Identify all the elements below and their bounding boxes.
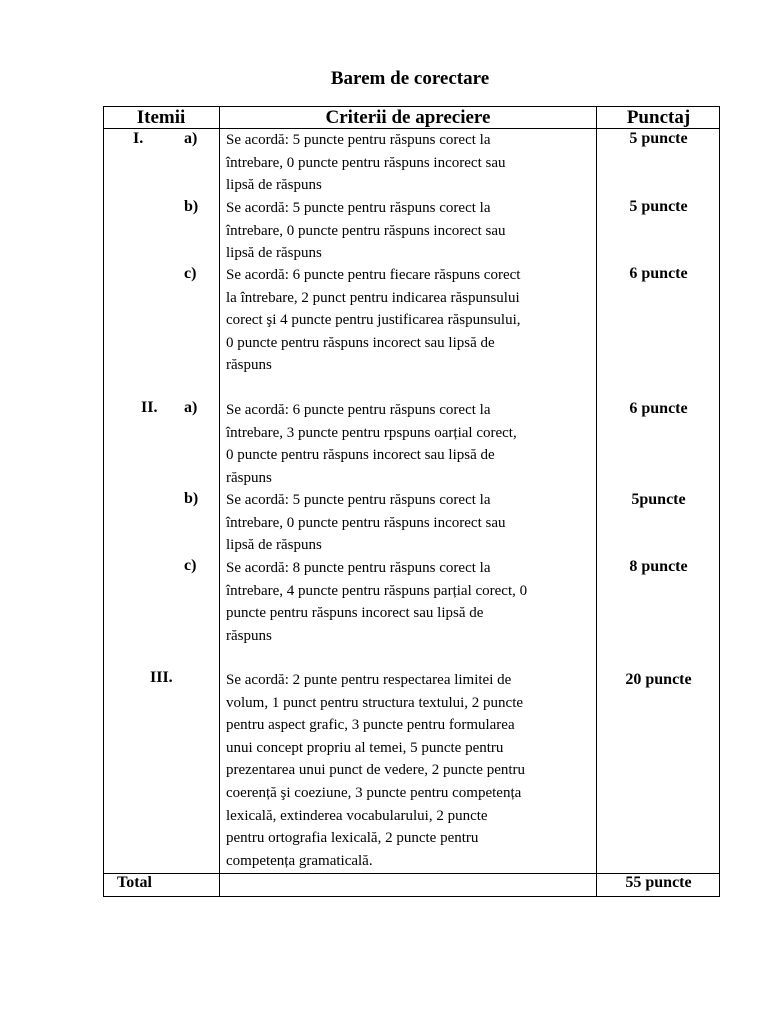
criteria-line: coerență şi coeziune, 3 puncte pentru competența (226, 784, 522, 801)
points-value: 20 puncte (625, 671, 692, 688)
criteria-text (226, 399, 594, 489)
sub-item-label: a) (184, 130, 198, 147)
criteria-line: răspuns (226, 627, 272, 644)
criteria-line: volum, 1 punct pentru structura textului, 2 puncte (226, 694, 524, 711)
document-title: Barem de corectare (330, 68, 490, 89)
criteria-line: întrebare, 0 puncte pentru răspuns incorect sau (226, 222, 506, 239)
criteria-line: unui concept propriu al temei, 5 puncte pentru (226, 739, 504, 756)
sub-item-label: b) (184, 490, 199, 507)
points-value: 5puncte (631, 491, 686, 508)
criteria-line: Se acordă: 5 puncte pentru răspuns corect la (226, 492, 491, 508)
total-points: 55 puncte (625, 874, 692, 891)
criteria-line: lipsă de răspuns (226, 177, 322, 194)
section-label: II. (141, 399, 158, 416)
criteria-text (226, 129, 594, 197)
points-value: 6 puncte (629, 400, 688, 417)
criteria-line: Se acordă: 5 puncte pentru răspuns corect la (226, 132, 491, 148)
sub-item-label: b) (184, 198, 199, 215)
header-points: Punctaj (626, 107, 691, 128)
criteria-line: Se acordă: 6 puncte pentru răspuns corect la (226, 402, 491, 418)
column-divider-items (219, 106, 220, 897)
criteria-line: la întrebare, 2 punct pentru indicarea răspunsului (226, 289, 520, 306)
criteria-line: Se acordă: 8 puncte pentru răspuns corect la (226, 560, 491, 576)
criteria-line: răspuns (226, 469, 272, 486)
criteria-text (226, 264, 594, 377)
criteria-line: lipsă de răspuns (226, 537, 322, 554)
total-label: Total (117, 874, 152, 891)
criteria-line: corect şi 4 puncte pentru justificarea răspunsului, (226, 312, 521, 329)
sub-item-label: c) (184, 265, 197, 282)
criteria-line: întrebare, 4 puncte pentru răspuns parțial corect, 0 (226, 582, 528, 599)
criteria-line: prezentarea unui punct de vedere, 2 puncte pentru (226, 762, 526, 779)
criteria-text (226, 489, 594, 557)
points-value: 8 puncte (629, 558, 688, 575)
criteria-line: 0 puncte pentru răspuns incorect sau lipsă de (226, 447, 495, 464)
criteria-line: pentru ortografia lexicală, 2 puncte pentru (226, 830, 479, 847)
criteria-line: întrebare, 3 puncte pentru rpspuns oarțial corect, (226, 424, 517, 441)
criteria-line: lipsă de răspuns (226, 245, 322, 262)
sub-item-label: a) (184, 399, 198, 416)
sub-item-label: c) (184, 557, 197, 574)
criteria-line: lexicală, extinderea vocabularului, 2 puncte (226, 807, 488, 824)
header-criteria: Criterii de apreciere (325, 107, 491, 128)
criteria-text (226, 557, 594, 647)
criteria-line: pentru aspect grafic, 3 puncte pentru formularea (226, 717, 515, 734)
criteria-line: Se acordă: 2 punte pentru respectarea limitei de (226, 672, 512, 688)
points-value: 6 puncte (629, 265, 688, 282)
criteria-line: puncte pentru răspuns incorect sau lipsă de (226, 605, 484, 622)
points-value: 5 puncte (629, 130, 688, 147)
criteria-line: răspuns (226, 357, 272, 374)
points-value: 5 puncte (629, 198, 688, 215)
section-label: I. (133, 130, 144, 147)
criteria-line: Se acordă: 6 puncte pentru fiecare răspuns corect (226, 267, 521, 283)
criteria-line: Se acordă: 5 puncte pentru răspuns corect la (226, 200, 491, 216)
criteria-line: întrebare, 0 puncte pentru răspuns incorect sau (226, 514, 506, 531)
section-label: III. (150, 669, 173, 686)
criteria-line: 0 puncte pentru răspuns incorect sau lipsă de (226, 334, 495, 351)
criteria-line: competența gramaticală. (226, 852, 373, 869)
header-items: Itemii (136, 107, 186, 128)
criteria-text (226, 197, 594, 265)
criteria-text (226, 669, 594, 872)
criteria-line: întrebare, 0 puncte pentru răspuns incorect sau (226, 154, 506, 171)
